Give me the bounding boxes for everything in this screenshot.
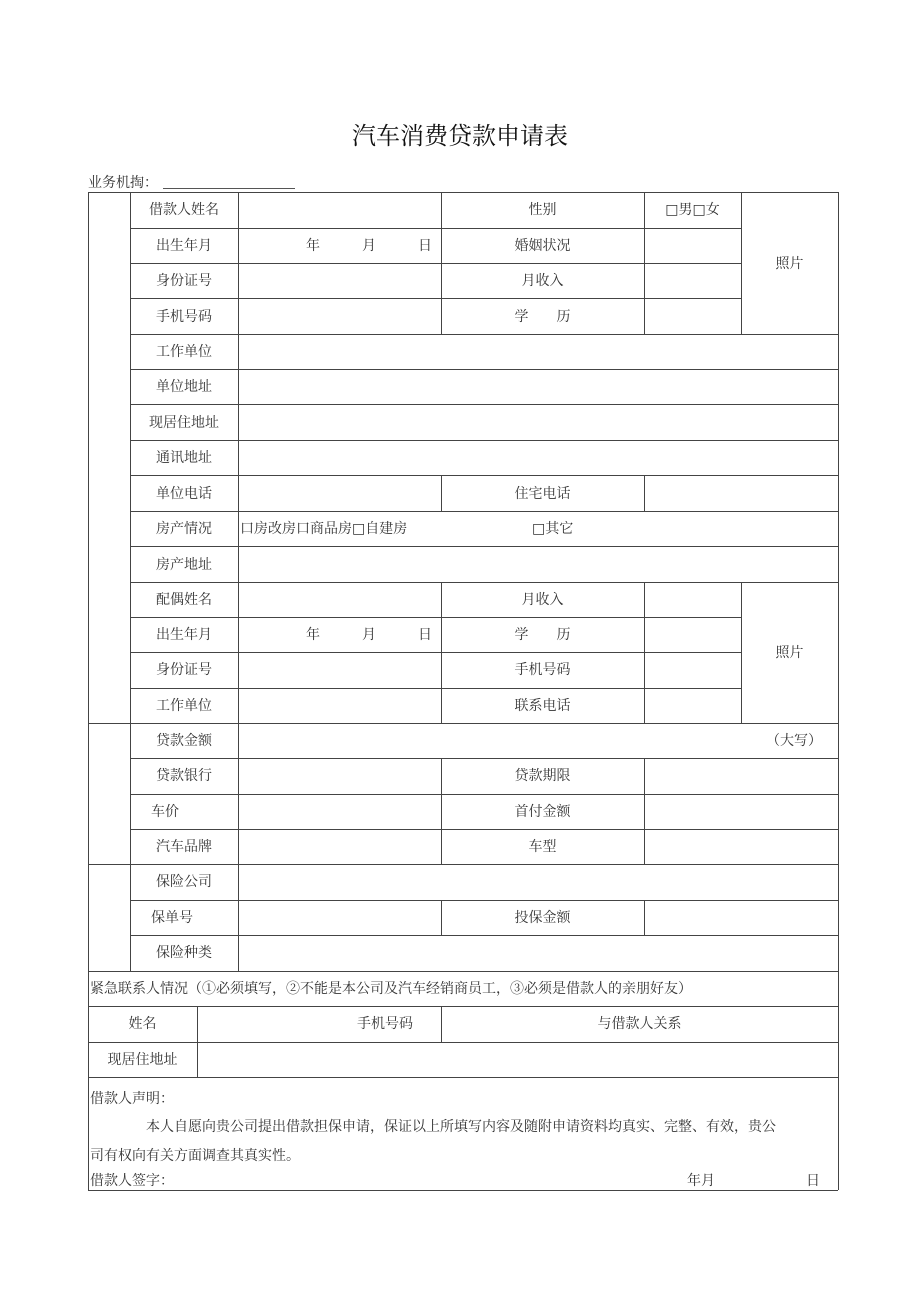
grid-line [130, 228, 741, 229]
gender-label: 性别 [528, 202, 557, 218]
agency-label: 业务机掏： [88, 175, 158, 191]
grid-line [644, 475, 645, 511]
birth-label: 出生年月 [156, 238, 212, 254]
down-payment-label: 首付金额 [514, 804, 571, 820]
spouse-education-label: 学 历 [514, 627, 571, 643]
page-title: 汽车消费贷款申请表 [352, 122, 568, 150]
emergency-name-label: 姓名 [128, 1016, 157, 1032]
marital-label: 婚姻状况 [514, 238, 571, 254]
grid-line [88, 1190, 838, 1191]
work-unit-label: 工作单位 [156, 344, 212, 360]
grid-line [130, 652, 741, 653]
loan-term-label: 贷款期限 [514, 768, 571, 784]
grid-line [88, 1042, 838, 1043]
spouse-income-label: 月收入 [521, 592, 564, 608]
property-other-option[interactable]: □其它 [532, 521, 574, 537]
grid-line [130, 758, 838, 759]
birth-year: 年 [306, 238, 320, 254]
grid-line [130, 582, 838, 583]
grid-line [130, 935, 838, 936]
grid-line [88, 192, 89, 1190]
grid-line [88, 192, 838, 193]
birth-month: 月 [362, 238, 376, 254]
id-label: 身份证号 [156, 273, 212, 289]
spouse-birth-day: 日 [418, 627, 432, 643]
insured-amount-label: 投保金额 [514, 910, 571, 926]
loan-amount-note: （大写） [766, 733, 822, 749]
grid-line [130, 688, 741, 689]
residence-label: 现居住地址 [149, 415, 219, 431]
signature-day: 日 [806, 1173, 820, 1189]
spouse-phone-label: 手机号码 [514, 662, 571, 678]
income-label: 月收入 [521, 273, 564, 289]
grid-line [130, 794, 838, 795]
grid-line [130, 475, 838, 476]
grid-line [88, 1006, 838, 1007]
signature-label: 借款人签字： [90, 1173, 174, 1189]
emergency-phone-label: 手机号码 [357, 1016, 413, 1032]
declaration-line-1: 本人自愿向贵公司提出借款担保申请，保证以上所填写内容及随附申请资料均真实、完整、有效，贵公 [146, 1119, 776, 1135]
birth-day: 日 [418, 238, 432, 254]
gender-options[interactable]: □男□女 [665, 202, 720, 218]
grid-line [644, 582, 645, 723]
borrower-name-label: 借款人姓名 [149, 202, 219, 218]
insurance-company-label: 保险公司 [156, 874, 212, 890]
borrower-photo-label: 照片 [775, 256, 804, 272]
spouse-name-label: 配偶姓名 [156, 592, 212, 608]
car-brand-label: 汽车品牌 [156, 839, 212, 855]
car-model-label: 车型 [528, 839, 557, 855]
grid-line [88, 864, 838, 865]
policy-no-label: 保单号 [151, 910, 193, 926]
spouse-contact-phone-label: 联系电话 [514, 698, 571, 714]
grid-line [644, 900, 645, 935]
spouse-birth-label: 出生年月 [156, 627, 212, 643]
emergency-relation-label: 与借款人关系 [597, 1016, 682, 1032]
grid-line [88, 723, 838, 724]
mailing-label: 通讯地址 [156, 450, 212, 466]
car-price-label: 车价 [151, 804, 179, 820]
spouse-work-unit-label: 工作单位 [156, 698, 212, 714]
property-options[interactable]: 口房改房口商品房□自建房 [240, 521, 408, 537]
grid-line [130, 546, 838, 547]
grid-line [644, 758, 645, 864]
loan-bank-label: 贷款银行 [156, 768, 212, 784]
unit-address-label: 单位地址 [156, 379, 212, 395]
grid-line [197, 1006, 198, 1077]
grid-line [130, 298, 741, 299]
grid-line [130, 369, 838, 370]
spouse-photo-label: 照片 [775, 645, 804, 661]
spouse-birth-year: 年 [306, 627, 320, 643]
spouse-birth-month: 月 [362, 627, 376, 643]
declaration-line-2: 司有权向有关方面调查其真实性。 [90, 1148, 300, 1164]
grid-line [130, 404, 838, 405]
insurance-type-label: 保险种类 [156, 945, 212, 961]
grid-line [130, 263, 741, 264]
declaration-heading: 借款人声明： [90, 1091, 174, 1107]
property-label: 房产情况 [156, 521, 212, 537]
grid-line [88, 1077, 838, 1078]
grid-line [88, 971, 838, 972]
grid-line [238, 192, 239, 971]
grid-line [130, 511, 838, 512]
grid-line [130, 617, 741, 618]
grid-line [130, 900, 838, 901]
grid-line [130, 334, 838, 335]
phone-label: 手机号码 [156, 309, 212, 325]
unit-phone-label: 单位电话 [156, 486, 212, 502]
spouse-id-label: 身份证号 [156, 662, 212, 678]
signature-year-month: 年月 [687, 1173, 715, 1189]
home-phone-label: 住宅电话 [514, 486, 571, 502]
grid-line [130, 829, 838, 830]
education-label: 学 历 [514, 309, 571, 325]
emergency-header: 紧急联系人情况（①必须填写，②不能是本公司及汽车经销商员工，③必须是借款人的亲朋好友） [90, 981, 692, 997]
grid-line [838, 192, 839, 1190]
property-address-label: 房产地址 [156, 557, 212, 573]
grid-line [130, 440, 838, 441]
loan-amount-label: 贷款金额 [156, 733, 212, 749]
emergency-address-label: 现居住地址 [107, 1052, 178, 1068]
